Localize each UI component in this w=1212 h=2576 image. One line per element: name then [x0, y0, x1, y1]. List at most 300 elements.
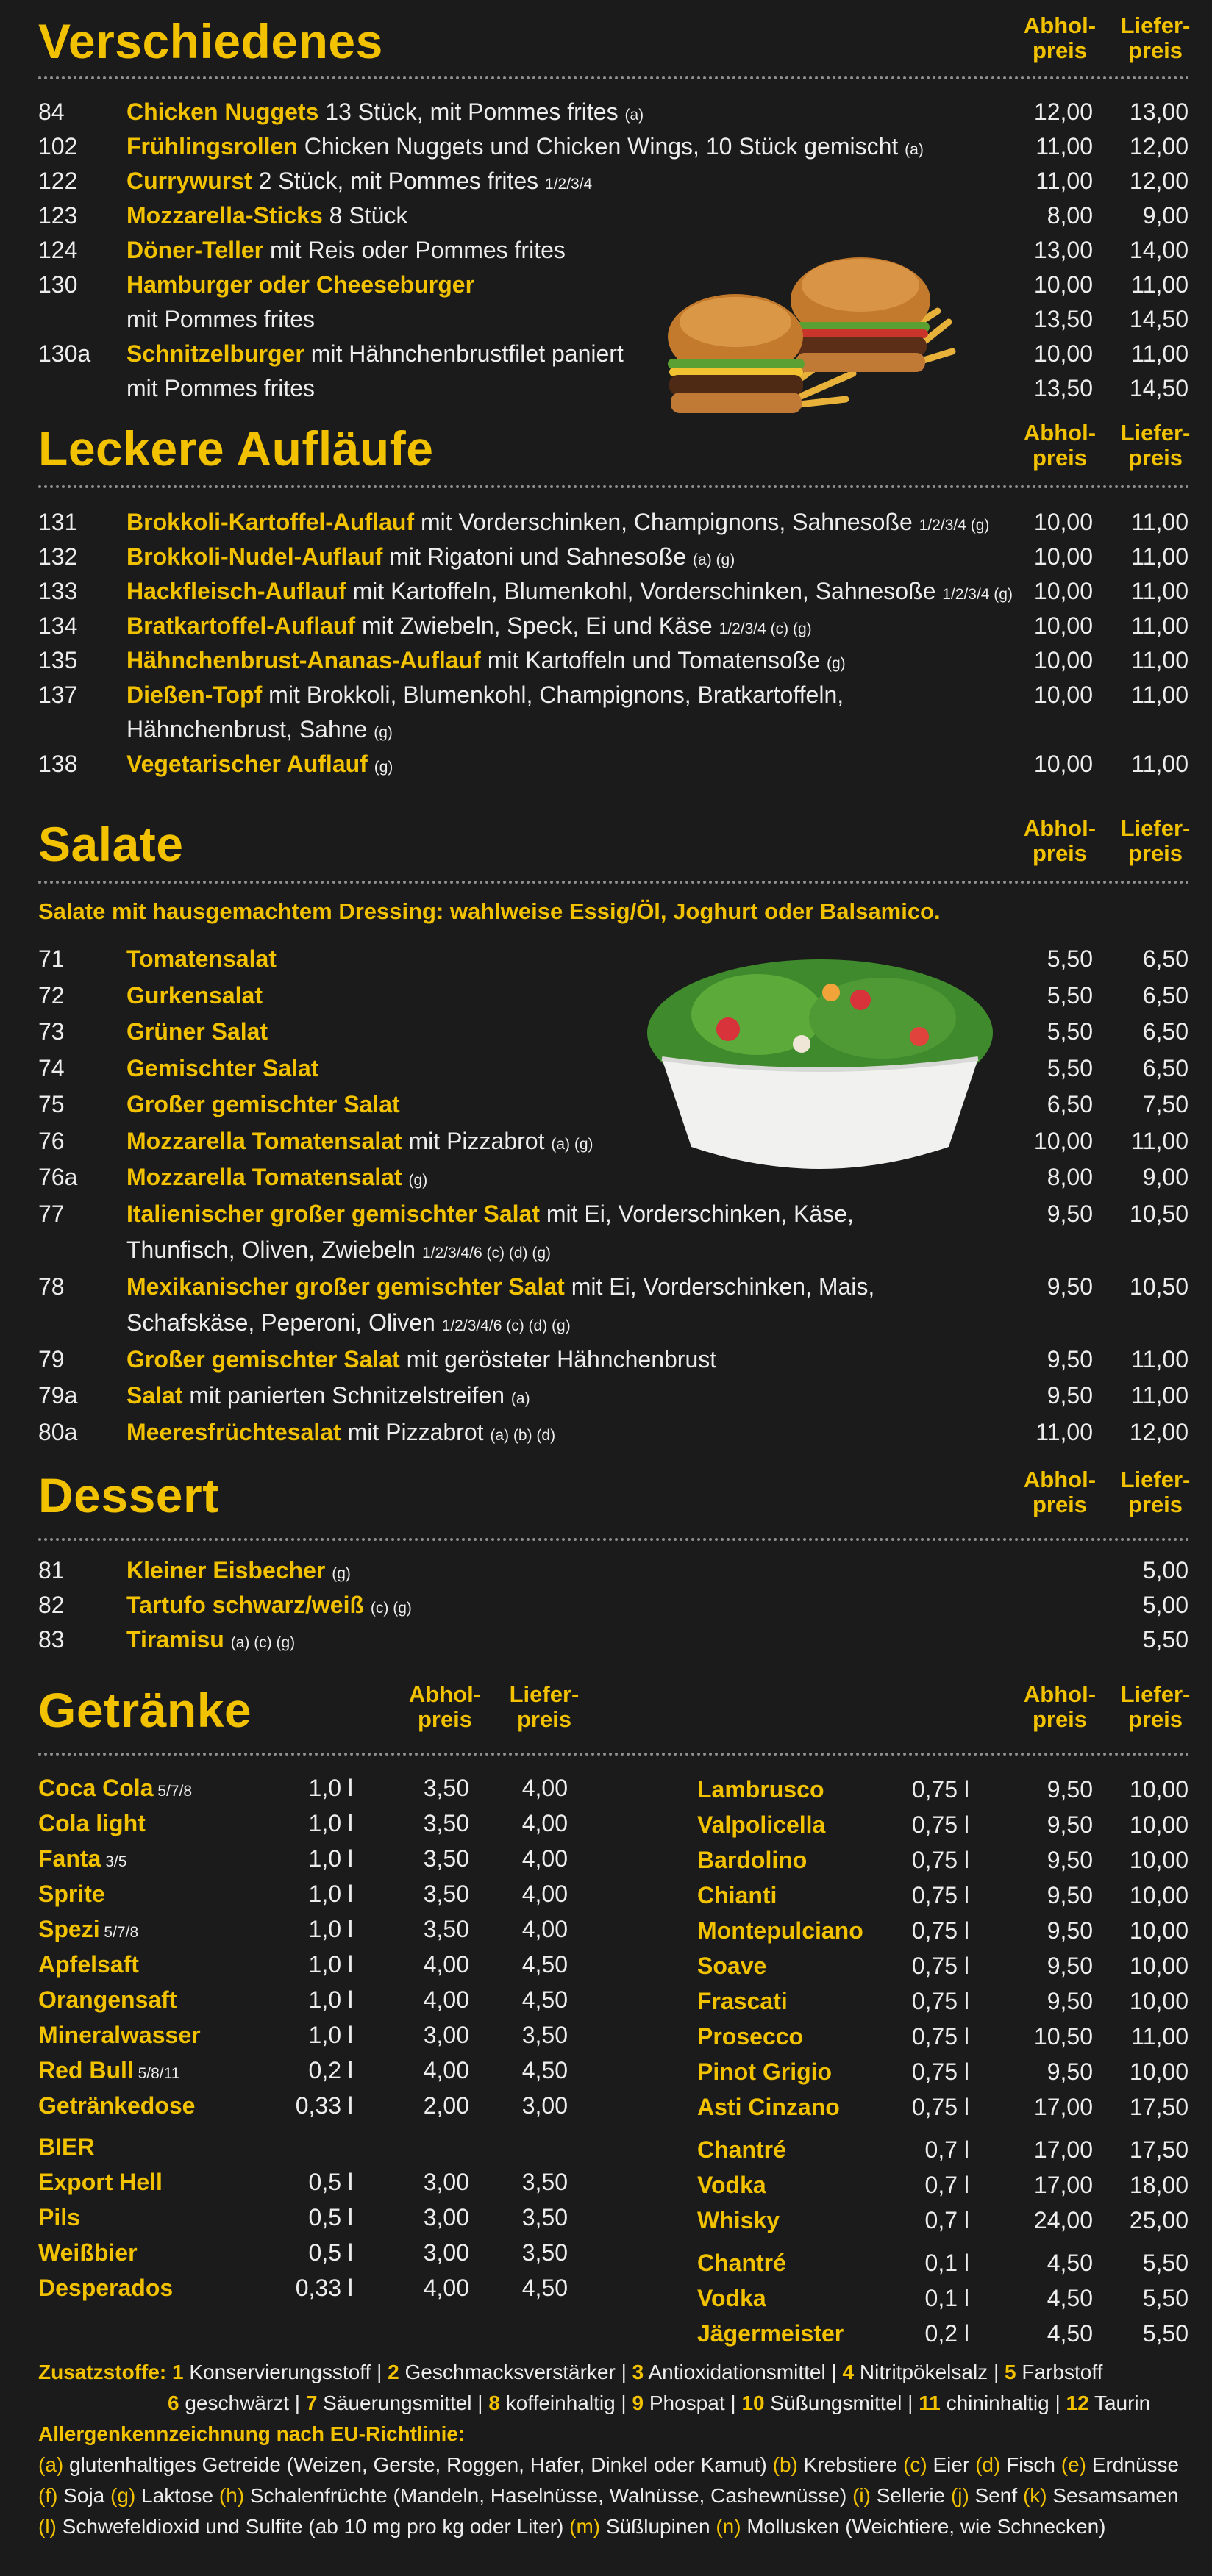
additives-label: Zusatzstoffe:: [38, 2361, 172, 2383]
separator: |: [615, 2361, 632, 2383]
allergen-line-2: [38, 2480, 1190, 2511]
item-number: 80a: [38, 1418, 78, 1445]
drink-row: [697, 2132, 1190, 2167]
item-text: [126, 1159, 427, 1198]
price-abhol: 4,00: [423, 2275, 469, 2301]
price-liefer: 9,00: [1142, 1164, 1188, 1190]
drink-size: 0,7 l: [924, 2207, 969, 2233]
additive-name: Nitritpökelsalz: [854, 2361, 988, 2383]
drink-name: Apfelsaft: [38, 1951, 139, 1978]
price-liefer: 10,50: [1129, 1273, 1188, 1300]
item-name: Currywurst: [126, 168, 252, 194]
item-text: [126, 1014, 268, 1049]
price-liefer: 5,00: [1142, 1557, 1188, 1584]
item-text: [126, 1087, 400, 1122]
price-abhol: 4,00: [423, 1986, 469, 2013]
additive-number: 10: [741, 2391, 765, 2414]
drink-size: 0,5 l: [308, 2204, 353, 2230]
drink-size: 1,0 l: [308, 2022, 353, 2048]
item-description: mit Ei, Vorderschinken, Mais,: [564, 1273, 875, 1300]
item-allergen-tags: (a): [624, 107, 644, 124]
price-liefer: 4,00: [521, 1916, 568, 1942]
price-liefer: 4,50: [521, 2057, 568, 2083]
item-text: [126, 336, 624, 371]
allergen-key: (h): [218, 2484, 245, 2507]
item-number: 135: [38, 647, 78, 673]
separator: |: [988, 2361, 1005, 2383]
drink-row: [697, 2054, 1190, 2089]
additives-line-1: [38, 2357, 1190, 2388]
drink-size: 0,2 l: [308, 2057, 353, 2083]
price-liefer: 4,00: [521, 1810, 568, 1836]
drink-row: [697, 1772, 1190, 1807]
price-abhol: 4,50: [1047, 2320, 1093, 2347]
item-description: [364, 1592, 371, 1618]
price-liefer: 10,00: [1129, 1882, 1188, 1908]
item-text: [126, 1414, 555, 1453]
item-number: 74: [38, 1054, 65, 1081]
price-abhol: 5,50: [1047, 1018, 1093, 1045]
item-description: mit Ei, Vorderschinken, Käse,: [539, 1200, 854, 1227]
allergen-key: (l): [38, 2515, 57, 2538]
drink-size: 0,75 l: [911, 2094, 969, 2120]
item-name: Gemischter Salat: [126, 1054, 319, 1081]
item-number: 137: [38, 681, 78, 708]
price-liefer: 11,00: [1131, 647, 1188, 673]
allergen-key: (n): [716, 2515, 741, 2538]
item-text: [126, 1587, 412, 1626]
drink-name: Red Bull 5/8/11: [38, 2057, 180, 2083]
salad-image: [640, 948, 1000, 1184]
item-description: 13 Stück, mit Pommes frites: [318, 99, 625, 125]
drink-size: 1,0 l: [308, 1881, 353, 1907]
item-number: 122: [38, 168, 78, 194]
drink-row: [697, 1983, 1190, 2019]
additive-number: 7: [305, 2391, 318, 2414]
allergen-name: Sellerie: [870, 2484, 951, 2507]
item-text: [126, 94, 644, 133]
item-description: mit Kartoffeln und Tomatensoße: [480, 647, 827, 673]
drink-row: [38, 2053, 597, 2088]
item-number: 72: [38, 981, 65, 1009]
drink-row: [38, 1947, 597, 1982]
drink-row: [38, 2164, 597, 2200]
item-allergen-tags: (a) (g): [551, 1135, 593, 1153]
price-abhol: 4,00: [423, 1951, 469, 1978]
additive-name: koffeinhaltig: [499, 2391, 616, 2414]
drink-name: Chantré: [697, 2250, 786, 2276]
item-description: mit panierten Schnitzelstreifen: [182, 1382, 511, 1409]
allergen-name: Soja: [57, 2484, 111, 2507]
item-name: Tartufo schwarz/weiß: [126, 1592, 365, 1618]
additive-name: Konservierungsstoff: [183, 2361, 371, 2383]
item-number: 82: [38, 1592, 65, 1618]
price-liefer: 12,00: [1129, 1418, 1188, 1445]
allergen-key: (b): [772, 2453, 798, 2476]
header-liefer: Liefer- preis: [1120, 1467, 1191, 1517]
drink-row: [38, 2235, 597, 2270]
item-description: mit Pizzabrot: [402, 1127, 552, 1154]
drink-name: Chantré: [697, 2136, 786, 2163]
price-abhol: 3,50: [423, 1845, 469, 1872]
menu-item-row: [0, 643, 1212, 678]
header-abhol: Abhol- preis: [1023, 815, 1097, 866]
drink-name: Orangensaft: [38, 1986, 177, 2013]
drink-row: [697, 2280, 1190, 2316]
menu-item-row: [0, 232, 1212, 268]
item-name: Mozzarella Tomatensalat: [126, 1127, 402, 1154]
drink-size: 1,0 l: [308, 1775, 353, 1801]
price-liefer: 10,00: [1129, 1988, 1188, 2014]
item-text: [126, 1232, 551, 1271]
price-liefer: 11,00: [1131, 612, 1188, 639]
price-abhol: 13,00: [1033, 237, 1093, 263]
price-liefer: 17,50: [1129, 2136, 1188, 2163]
menu-item-row: [0, 978, 1212, 1013]
item-name: Mozzarella Tomatensalat: [126, 1164, 402, 1190]
drink-name: Jägermeister: [697, 2320, 844, 2347]
separator: |: [615, 2391, 632, 2414]
item-number: 130: [38, 271, 78, 298]
drink-row: [38, 1806, 597, 1841]
item-allergen-tags: (c) (g): [370, 1600, 412, 1617]
item-text: [126, 1269, 874, 1304]
price-liefer: 5,50: [1142, 1626, 1188, 1653]
price-liefer: 5,50: [1142, 2250, 1188, 2276]
allergen-key: (g): [110, 2484, 136, 2507]
separator: |: [371, 2361, 388, 2383]
item-name: Hackfleisch-Auflauf: [126, 578, 346, 604]
drink-row: [38, 1911, 597, 1947]
item-number: 131: [38, 509, 78, 535]
item-text: [126, 978, 263, 1013]
item-number: 75: [38, 1091, 65, 1117]
item-description: mit Zwiebeln, Speck, Ei und Käse: [355, 612, 719, 639]
drink-name: Getränkedose: [38, 2092, 196, 2119]
price-liefer: 6,50: [1142, 1018, 1188, 1045]
price-abhol: 10,00: [1033, 612, 1093, 639]
drink-row: [38, 2088, 597, 2123]
drink-name: Spezi 5/7/8: [38, 1916, 139, 1942]
drink-name: Export Hell: [38, 2169, 163, 2195]
section-title: Verschiedenes: [38, 14, 383, 68]
drink-size: 1,0 l: [308, 1845, 353, 1872]
menu-item-row: [0, 1051, 1212, 1086]
section-title: Salate: [38, 817, 184, 871]
drink-size: 0,75 l: [911, 2023, 969, 2050]
price-liefer: 10,00: [1129, 2058, 1188, 2085]
item-description: mit Hähnchenbrustfilet paniert: [304, 340, 624, 367]
price-liefer: 18,00: [1129, 2172, 1188, 2198]
price-abhol: 4,50: [1047, 2285, 1093, 2311]
drink-name: Valpolicella: [697, 1811, 826, 1838]
price-liefer: 3,50: [521, 2022, 568, 2048]
item-description: mit gerösteter Hähnchenbrust: [399, 1345, 717, 1373]
item-text: [126, 746, 393, 785]
header-abhol-left: Abhol- preis: [408, 1681, 482, 1732]
header-liefer: Liefer- preis: [1120, 420, 1191, 471]
price-liefer: 11,00: [1131, 578, 1188, 604]
drink-name: Vodka: [697, 2285, 766, 2311]
item-number: 102: [38, 133, 78, 160]
item-allergen-tags: (g): [826, 655, 846, 672]
item-name: Gurkensalat: [126, 981, 263, 1009]
drink-size: 0,5 l: [308, 2239, 353, 2266]
drink-name: Sprite: [38, 1881, 105, 1907]
price-abhol: 24,00: [1033, 2207, 1093, 2233]
drink-size: 0,75 l: [911, 1811, 969, 1838]
item-text: [126, 643, 846, 681]
additive-number: 9: [632, 2391, 644, 2414]
price-abhol: 10,00: [1033, 1127, 1093, 1154]
drink-name: Weißbier: [38, 2239, 138, 2266]
item-number: 78: [38, 1273, 65, 1300]
menu-item-row: [0, 712, 1212, 747]
item-name: Bratkartoffel-Auflauf: [126, 612, 356, 639]
item-name: Dießen-Topf: [126, 681, 263, 708]
price-abhol: 8,00: [1047, 202, 1093, 229]
item-name: Mozzarella-Sticks: [126, 202, 323, 229]
drink-name: Mineralwasser: [38, 2022, 201, 2048]
price-liefer: 4,50: [521, 1986, 568, 2013]
item-text: [126, 677, 844, 712]
drink-row: [697, 2316, 1190, 2351]
price-abhol: 9,50: [1047, 1273, 1093, 1300]
item-description: mit Brokkoli, Blumenkohl, Champignons, Bratkartoffeln,: [262, 681, 844, 708]
drink-row: [38, 1770, 597, 1806]
item-name: Tomatensalat: [126, 945, 277, 972]
item-description: mit Rigatoni und Sahnesoße: [382, 543, 694, 570]
additive-number: 4: [842, 2361, 855, 2383]
price-liefer: 10,00: [1129, 1917, 1188, 1944]
item-name: Mexikanischer großer gemischter Salat: [126, 1273, 565, 1300]
allergen-key: (k): [1022, 2484, 1047, 2507]
menu-item-row: [0, 1305, 1212, 1340]
price-liefer: 11,00: [1131, 1345, 1188, 1373]
drink-row: [38, 1876, 597, 1911]
price-abhol: 9,50: [1047, 1345, 1093, 1373]
divider: [38, 881, 1190, 884]
item-name: Großer gemischter Salat: [126, 1345, 400, 1373]
drink-row: [38, 1841, 597, 1876]
price-liefer: 10,50: [1129, 1200, 1188, 1227]
allergen-line-1: [38, 2450, 1190, 2480]
item-number: 83: [38, 1626, 65, 1653]
item-allergen-tags: 1/2/3/4 (c) (g): [719, 620, 812, 637]
item-text: [126, 129, 924, 168]
item-description: Chicken Nuggets und Chicken Wings, 10 Stück gemischt: [297, 133, 905, 160]
menu-item-row: [0, 1269, 1212, 1304]
divider: [38, 1538, 1190, 1541]
price-abhol: 5,50: [1047, 1054, 1093, 1081]
divider: [38, 1753, 1190, 1756]
menu-item-row: [0, 1587, 1212, 1622]
item-number: 81: [38, 1557, 65, 1584]
menu-item-row: [0, 1342, 1212, 1377]
allergen-name: Mollusken (Weichtiere, wie Schnecken): [741, 2515, 1106, 2538]
menu-item-row: [0, 267, 1212, 302]
menu-item-row: [0, 371, 1212, 406]
item-text: [126, 1123, 593, 1162]
price-abhol: 10,00: [1033, 578, 1093, 604]
drink-row: [38, 2129, 597, 2164]
item-text: [126, 504, 989, 543]
price-abhol: 9,50: [1047, 1953, 1093, 1979]
drink-size: 0,33 l: [295, 2092, 353, 2119]
additive-name: Farbstoff: [1016, 2361, 1103, 2383]
drink-name: Fanta 3/5: [38, 1845, 127, 1872]
item-text: [126, 232, 566, 268]
additive-name: Taurin: [1088, 2391, 1151, 2414]
drink-name: Cola light: [38, 1810, 146, 1836]
item-name: Kleiner Eisbecher: [126, 1557, 326, 1584]
drink-row: [697, 2245, 1190, 2280]
price-liefer: 3,00: [521, 2092, 568, 2119]
drink-size: 1,0 l: [308, 1986, 353, 2013]
drink-row: [697, 1842, 1190, 1878]
menu-item-row: [0, 1014, 1212, 1049]
item-allergen-tags: (g): [374, 759, 393, 776]
drink-name: Vodka: [697, 2172, 766, 2198]
additives-line-2: [38, 2388, 1190, 2419]
price-liefer: 11,00: [1131, 681, 1188, 708]
price-abhol: 9,50: [1047, 1776, 1093, 1803]
price-abhol: 3,00: [423, 2022, 469, 2048]
item-allergen-tags: 1/2/3/4 (g): [919, 517, 990, 534]
price-liefer: 11,00: [1131, 1382, 1188, 1409]
drink-size: 1,0 l: [308, 1810, 353, 1836]
price-liefer: 11,00: [1131, 340, 1188, 367]
header-abhol-right: Abhol- preis: [1023, 1681, 1097, 1732]
price-liefer: 11,00: [1131, 509, 1188, 535]
item-number: 76a: [38, 1164, 78, 1190]
price-liefer: 5,50: [1142, 2320, 1188, 2347]
item-description: [368, 751, 374, 777]
item-name: Frühlingsrollen: [126, 133, 298, 160]
drink-size: 0,75 l: [911, 1776, 969, 1803]
price-abhol: 9,50: [1047, 1382, 1093, 1409]
menu-item-row: [0, 1159, 1212, 1195]
additive-number: 1: [172, 2361, 184, 2383]
drink-size: 0,7 l: [924, 2136, 969, 2163]
item-allergen-tags: 1/2/3/4: [545, 176, 593, 193]
menu-item-row: [0, 1123, 1212, 1159]
price-abhol: 10,00: [1033, 751, 1093, 777]
additive-number: 11: [919, 2391, 941, 2414]
item-number: 134: [38, 612, 78, 639]
price-liefer: 4,50: [521, 1951, 568, 1978]
price-liefer: 14,50: [1129, 375, 1188, 401]
header-liefer-left: Liefer- preis: [509, 1681, 580, 1732]
allergen-key: (a): [38, 2453, 64, 2476]
price-liefer: 4,50: [521, 2275, 568, 2301]
separator: |: [471, 2391, 489, 2414]
item-description: 8 Stück: [322, 202, 408, 229]
separator: |: [1049, 2391, 1066, 2414]
drink-additive-tags: 5/8/11: [133, 2065, 180, 2082]
menu-item-row: [0, 94, 1212, 129]
drink-size: 0,75 l: [911, 1882, 969, 1908]
allergen-name: Fisch: [1000, 2453, 1061, 2476]
menu-item-row: [0, 1622, 1212, 1657]
drink-name: Lambrusco: [697, 1776, 824, 1803]
price-abhol: 3,50: [423, 1810, 469, 1836]
price-liefer: 25,00: [1129, 2207, 1188, 2233]
item-number: 138: [38, 751, 78, 777]
allergen-name: Sesamsamen: [1047, 2484, 1179, 2507]
price-liefer: 11,00: [1131, 2023, 1188, 2050]
item-number: 123: [38, 202, 78, 229]
price-abhol: 9,50: [1047, 2058, 1093, 2085]
price-liefer: 4,00: [521, 1845, 568, 1872]
drink-name: Bardolino: [697, 1847, 808, 1873]
price-liefer: 7,50: [1142, 1091, 1188, 1117]
item-text: [126, 941, 277, 976]
price-liefer: 3,50: [521, 2169, 568, 2195]
price-abhol: 2,00: [423, 2092, 469, 2119]
separator: |: [288, 2391, 306, 2414]
price-abhol: 17,00: [1033, 2172, 1093, 2198]
item-name: Grüner Salat: [126, 1018, 268, 1045]
drink-name: Coca Cola 5/7/8: [38, 1775, 193, 1801]
drink-name: Frascati: [697, 1988, 788, 2014]
item-allergen-tags: 1/2/3/4 (g): [942, 586, 1013, 603]
item-name: Schnitzelburger: [126, 340, 304, 367]
menu-item-row: [0, 1087, 1212, 1122]
menu-item-row: [0, 539, 1212, 574]
item-text: [126, 1196, 854, 1231]
drink-name: Asti Cinzano: [697, 2094, 840, 2120]
item-description: mit Pommes frites: [126, 306, 316, 332]
price-liefer: 11,00: [1131, 271, 1188, 298]
item-name: Döner-Teller: [126, 237, 264, 263]
item-description: 2 Stück, mit Pommes frites: [252, 168, 546, 194]
item-allergen-tags: (g): [408, 1172, 428, 1189]
additive-number: 12: [1066, 2391, 1089, 2414]
item-text: [126, 1305, 571, 1344]
drink-row: [38, 1982, 597, 2017]
allergen-key: (m): [569, 2515, 601, 2538]
allergen-name: Laktose: [135, 2484, 219, 2507]
allergen-name: Senf: [969, 2484, 1023, 2507]
item-text: [126, 712, 393, 751]
price-abhol: 3,00: [423, 2204, 469, 2230]
item-allergen-tags: (g): [332, 1565, 351, 1582]
item-name: Salat: [126, 1382, 183, 1409]
item-name: Tiramisu: [126, 1626, 224, 1653]
separator: |: [902, 2391, 919, 2414]
price-abhol: 10,00: [1033, 271, 1093, 298]
item-number: 124: [38, 237, 78, 263]
item-description: mit Kartoffeln, Blumenkohl, Vorderschinken, Sahnesoße: [346, 578, 943, 604]
item-text: [126, 267, 474, 302]
item-allergen-tags: (g): [374, 724, 393, 741]
price-liefer: 12,00: [1129, 168, 1188, 194]
price-liefer: 3,50: [521, 2239, 568, 2266]
drink-size: 0,7 l: [924, 2172, 969, 2198]
price-abhol: 3,00: [423, 2169, 469, 2195]
header-abhol: Abhol- preis: [1023, 12, 1097, 63]
allergen-name: Krebstiere: [797, 2453, 904, 2476]
item-allergen-tags: (a) (b) (d): [490, 1426, 556, 1444]
price-liefer: 13,00: [1129, 99, 1188, 125]
allergen-key: (d): [975, 2453, 1001, 2476]
drink-row: [697, 1913, 1190, 1948]
item-description: mit Pizzabrot: [341, 1418, 491, 1445]
item-number: 130a: [38, 340, 91, 367]
drink-size: 0,75 l: [911, 2058, 969, 2085]
additive-number: 5: [1005, 2361, 1016, 2383]
